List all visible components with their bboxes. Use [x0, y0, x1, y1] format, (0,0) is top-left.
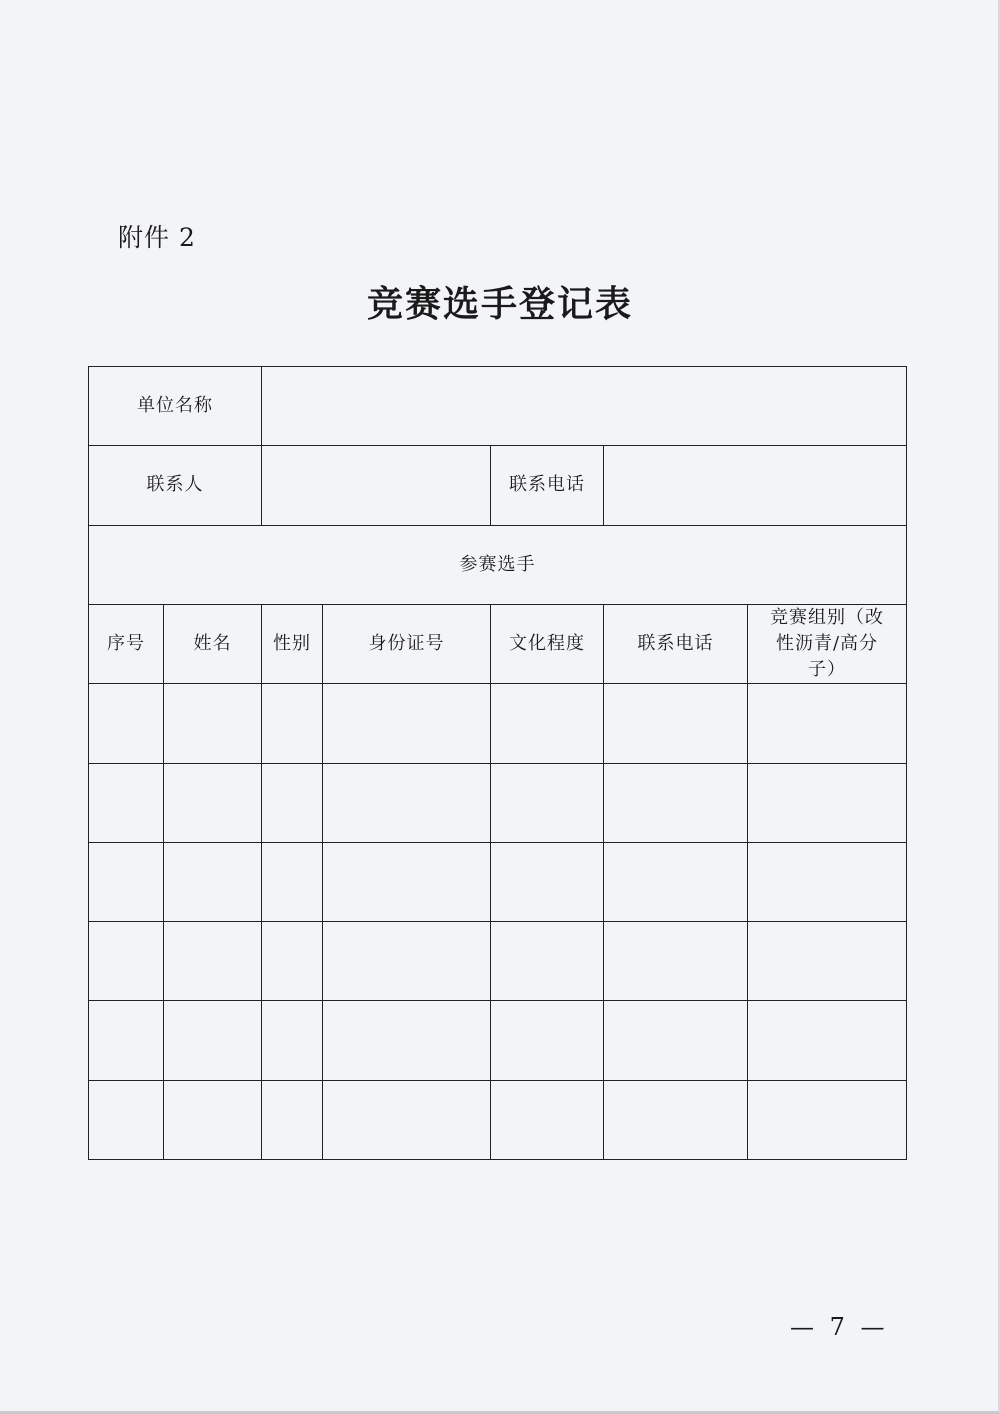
unit-row — [89, 367, 907, 446]
table-cell[interactable] — [164, 684, 262, 763]
participants-header-row — [89, 525, 907, 604]
table-cell[interactable] — [604, 1001, 748, 1080]
contact-phone-field[interactable] — [604, 446, 907, 525]
table-row — [89, 922, 907, 1001]
column-header-phone: 联系电话 — [604, 604, 748, 684]
column-header-index: 序号 — [89, 604, 164, 684]
table-cell[interactable] — [748, 684, 907, 763]
table-cell[interactable] — [604, 684, 748, 763]
page-number: — 7 — — [790, 1313, 889, 1341]
table-cell[interactable] — [262, 1001, 323, 1080]
form-title: 竞赛选手登记表 — [366, 284, 633, 325]
table-cell[interactable] — [323, 1001, 491, 1080]
table-cell[interactable] — [164, 1001, 262, 1080]
table-cell[interactable] — [164, 842, 262, 921]
contact-person-label: 联系人 — [89, 446, 262, 525]
registration-form-table — [88, 366, 907, 1160]
table-cell[interactable] — [164, 763, 262, 842]
table-row — [89, 763, 907, 842]
table-cell[interactable] — [164, 922, 262, 1001]
contact-phone-label: 联系电话 — [491, 446, 604, 525]
table-cell[interactable] — [323, 684, 491, 763]
table-cell[interactable] — [748, 1001, 907, 1080]
column-header-row — [89, 604, 907, 684]
table-cell[interactable] — [262, 763, 323, 842]
table-cell[interactable] — [89, 684, 164, 763]
table-row — [89, 842, 907, 921]
table-cell[interactable] — [748, 922, 907, 1001]
table-cell[interactable] — [262, 922, 323, 1001]
table-cell[interactable] — [748, 1080, 907, 1159]
table-cell[interactable] — [604, 763, 748, 842]
column-header-gender: 性别 — [262, 604, 323, 684]
table-row — [89, 1080, 907, 1159]
table-cell[interactable] — [323, 1080, 491, 1159]
participants-section-header: 参赛选手 — [89, 525, 907, 604]
column-header-id-number: 身份证号 — [323, 604, 491, 684]
column-header-name: 姓名 — [164, 604, 262, 684]
table-cell[interactable] — [604, 842, 748, 921]
table-cell[interactable] — [748, 763, 907, 842]
table-cell[interactable] — [748, 842, 907, 921]
table-cell[interactable] — [491, 1080, 604, 1159]
column-header-education: 文化程度 — [491, 604, 604, 684]
table-cell[interactable] — [323, 922, 491, 1001]
contact-row — [89, 446, 907, 525]
table-row — [89, 1001, 907, 1080]
table-cell[interactable] — [262, 842, 323, 921]
column-header-competition-group: 竞赛组别（改性沥青/高分子） — [748, 604, 907, 684]
table-cell[interactable] — [604, 922, 748, 1001]
table-cell[interactable] — [323, 763, 491, 842]
table-cell[interactable] — [89, 842, 164, 921]
table-cell[interactable] — [491, 763, 604, 842]
unit-name-field[interactable] — [262, 367, 907, 446]
table-cell[interactable] — [491, 684, 604, 763]
table-cell[interactable] — [491, 842, 604, 921]
unit-name-label: 单位名称 — [89, 367, 262, 446]
contact-person-field[interactable] — [262, 446, 491, 525]
table-cell[interactable] — [89, 763, 164, 842]
attachment-label: 附件 2 — [118, 223, 196, 252]
table-cell[interactable] — [89, 1001, 164, 1080]
table-cell[interactable] — [604, 1080, 748, 1159]
table-cell[interactable] — [164, 1080, 262, 1159]
table-cell[interactable] — [89, 922, 164, 1001]
table-cell[interactable] — [262, 684, 323, 763]
table-cell[interactable] — [262, 1080, 323, 1159]
table-cell[interactable] — [89, 1080, 164, 1159]
table-cell[interactable] — [491, 922, 604, 1001]
table-row — [89, 684, 907, 763]
table-cell[interactable] — [491, 1001, 604, 1080]
table-cell[interactable] — [323, 842, 491, 921]
